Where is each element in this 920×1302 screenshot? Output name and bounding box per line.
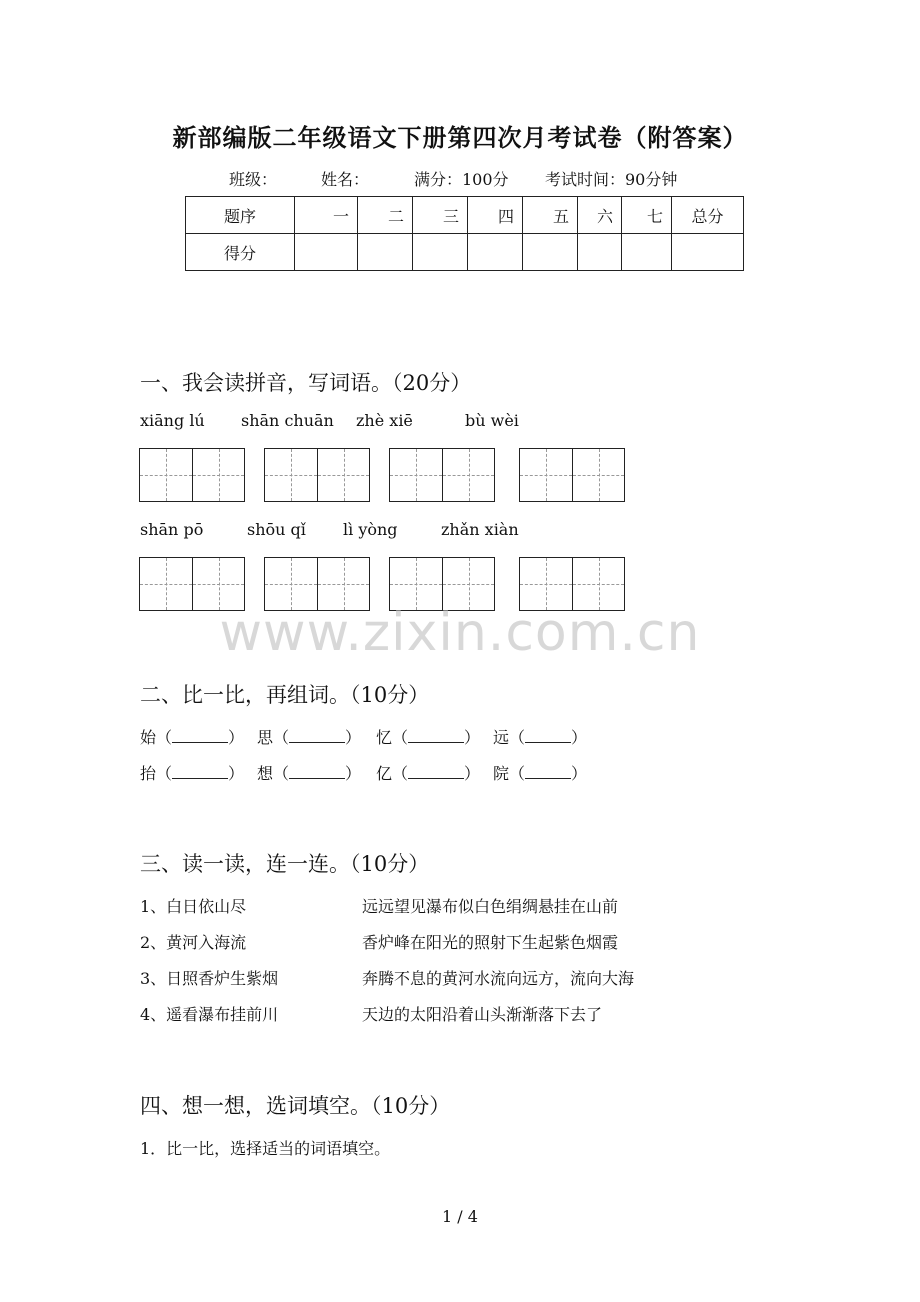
score-header: 五: [523, 197, 578, 234]
score-cell[interactable]: [622, 234, 672, 271]
compare-char: 亿: [376, 764, 393, 783]
pinyin: zhè xiē: [356, 411, 413, 430]
compare-item: 思（ ）: [257, 728, 362, 747]
answer-blank[interactable]: [408, 764, 464, 779]
pinyin: bù wèi: [465, 411, 519, 430]
section1-heading: 一、我会读拼音，写词语。（20分）: [140, 371, 472, 395]
writing-grid[interactable]: [519, 448, 625, 502]
compare-char: 远: [493, 728, 510, 747]
score-cell[interactable]: [578, 234, 622, 271]
writing-grid[interactable]: [389, 448, 495, 502]
score-header: 题序: [186, 197, 295, 234]
meaning-line[interactable]: 香炉峰在阳光的照射下生起紫色烟霞: [362, 933, 619, 952]
page-number: 1 / 4: [442, 1207, 478, 1226]
class-label: 班级：: [229, 170, 278, 189]
answer-blank[interactable]: [289, 764, 345, 779]
score-header: 总分: [672, 197, 744, 234]
question-text: 1．比一比，选择适当的词语填空。: [140, 1139, 391, 1158]
answer-blank[interactable]: [525, 728, 571, 743]
poem-line[interactable]: 1、白日依山尽: [140, 897, 247, 916]
compare-char: 忆: [376, 728, 393, 747]
pinyin: shān pō: [140, 520, 204, 539]
compare-item: 院（ ）: [493, 764, 588, 783]
page-title: 新部编版二年级语文下册第四次月考试卷（附答案）: [172, 123, 748, 152]
meaning-line[interactable]: 远远望见瀑布似白色绢绸悬挂在山前: [362, 897, 619, 916]
poem-line[interactable]: 3、日照香炉生紫烟: [140, 969, 279, 988]
score-table-header-row: [186, 197, 744, 234]
compare-item: 远（ ）: [493, 728, 588, 747]
writing-grid[interactable]: [139, 448, 245, 502]
compare-item: 忆（ ）: [376, 728, 481, 747]
meaning-line[interactable]: 天边的太阳沿着山头渐渐落下去了: [362, 1005, 603, 1024]
score-cell[interactable]: [523, 234, 578, 271]
score-header: 三: [413, 197, 468, 234]
score-cell[interactable]: [295, 234, 358, 271]
score-cell[interactable]: [413, 234, 468, 271]
answer-blank[interactable]: [172, 764, 228, 779]
score-cell[interactable]: [358, 234, 413, 271]
compare-item: 想（ ）: [257, 764, 362, 783]
pinyin: shōu qǐ: [247, 520, 306, 539]
score-cell[interactable]: [468, 234, 523, 271]
score-header: 二: [358, 197, 413, 234]
compare-item: 始（ ）: [140, 728, 245, 747]
score-header: 一: [295, 197, 358, 234]
exam-time: 考试时间：90分钟: [545, 170, 678, 189]
score-cell[interactable]: [672, 234, 744, 271]
poem-line[interactable]: 4、遥看瀑布挂前川: [140, 1005, 279, 1024]
meaning-line[interactable]: 奔腾不息的黄河水流向远方，流向大海: [362, 969, 635, 988]
compare-char: 院: [493, 764, 510, 783]
compare-char: 思: [257, 728, 274, 747]
answer-blank[interactable]: [289, 728, 345, 743]
poem-line[interactable]: 2、黄河入海流: [140, 933, 247, 952]
score-table: [185, 196, 744, 271]
name-label: 姓名：: [321, 170, 370, 189]
answer-blank[interactable]: [408, 728, 464, 743]
watermark: www.zixin.com.cn: [219, 603, 701, 663]
score-header: 六: [578, 197, 622, 234]
compare-item: 抬（ ）: [140, 764, 245, 783]
score-table-score-row: [186, 234, 744, 271]
pinyin: xiāng lú: [140, 411, 205, 430]
section4-heading: 四、想一想，选词填空。（10分）: [140, 1094, 451, 1118]
compare-char: 想: [257, 764, 274, 783]
section2-heading: 二、比一比，再组词。（10分）: [140, 683, 430, 707]
score-header: 四: [468, 197, 523, 234]
section3-heading: 三、读一读，连一连。（10分）: [140, 852, 430, 876]
compare-char: 始: [140, 728, 157, 747]
full-score: 满分：100分: [414, 170, 509, 189]
compare-item: 亿（ ）: [376, 764, 481, 783]
pinyin: lì yòng: [343, 520, 398, 539]
answer-blank[interactable]: [525, 764, 571, 779]
score-header: 七: [622, 197, 672, 234]
writing-grid[interactable]: [264, 448, 370, 502]
pinyin: zhǎn xiàn: [441, 520, 519, 539]
score-row-label: 得分: [186, 234, 295, 271]
compare-char: 抬: [140, 764, 157, 783]
answer-blank[interactable]: [172, 728, 228, 743]
pinyin: shān chuān: [241, 411, 334, 430]
